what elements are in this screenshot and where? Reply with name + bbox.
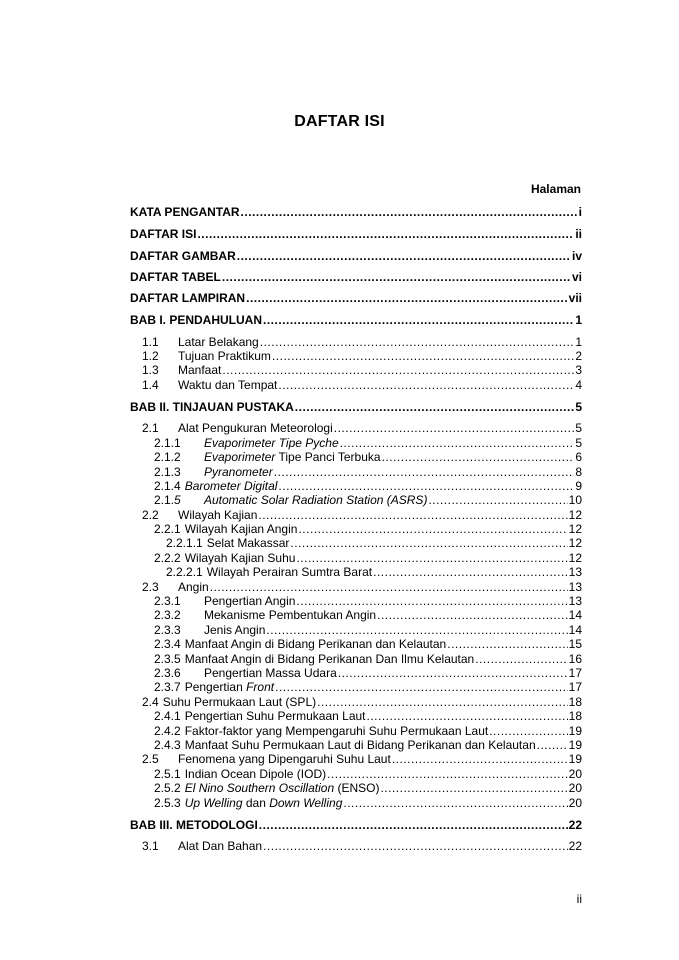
toc-entry-number: 2.4.2 — [154, 724, 181, 738]
toc-entry-title — [154, 680, 274, 694]
toc-entry-title — [154, 436, 339, 450]
toc-entry-number: 2.3.2 — [154, 608, 181, 622]
toc-entry-page: vii — [568, 291, 582, 305]
toc-entry-title — [154, 796, 342, 810]
dot-leader — [343, 796, 567, 810]
toc-entry-title — [142, 335, 259, 349]
toc-chapter-entry[interactable] — [130, 227, 582, 241]
toc-entry-label: Mekanisme Pembentukan Angin — [204, 608, 377, 622]
toc-entry-label: Angin — [178, 580, 209, 594]
toc-entry-title — [154, 493, 427, 507]
toc-entry-title — [142, 695, 316, 709]
toc-entry-title — [130, 249, 236, 263]
toc-entry-label: KATA PENGANTAR — [130, 205, 240, 219]
toc-entry[interactable] — [130, 637, 582, 651]
toc-entry-page: 12 — [568, 536, 582, 550]
toc-entry-title — [154, 709, 366, 723]
toc-entry[interactable] — [130, 335, 582, 349]
toc-entry-number: 3.1 — [142, 839, 159, 853]
toc-entry-number: 2.3.6 — [154, 666, 181, 680]
dot-leader — [260, 335, 575, 349]
dot-leader — [382, 450, 575, 464]
toc-entry-number: 1.1 — [142, 335, 159, 349]
toc-entry-title — [142, 378, 277, 392]
toc-entry[interactable] — [130, 493, 582, 507]
toc-entry-title — [130, 400, 294, 414]
toc-entry-label: BAB III. METODOLOGI — [130, 818, 258, 832]
toc-entry-page: 4 — [575, 378, 582, 392]
toc-chapter-entry[interactable] — [130, 249, 582, 263]
toc-entry-title — [154, 652, 474, 666]
toc-entry-label: Tujuan Praktikum — [178, 349, 271, 363]
toc-entry-title — [154, 767, 326, 781]
toc-entry-title — [154, 594, 295, 608]
toc-entry-page: 16 — [568, 652, 582, 666]
toc-entry-page: 12 — [568, 508, 582, 522]
dot-leader — [259, 818, 568, 832]
toc-entry-title — [166, 565, 372, 579]
dot-leader — [537, 738, 568, 752]
page-number: ii — [576, 892, 582, 906]
toc-entry-page: 9 — [575, 479, 582, 493]
toc-entry-title — [154, 637, 446, 651]
dot-leader — [278, 479, 574, 493]
toc-entry-label: Indian Ocean Dipole (IOD) — [184, 767, 327, 781]
toc-entry-label: Wilayah Kajian — [178, 508, 258, 522]
page-title: DAFTAR ISI — [294, 113, 385, 130]
toc-entry-number: 2.5.1 — [154, 767, 181, 781]
toc-entry-title — [154, 666, 337, 680]
toc-entry-page: 13 — [568, 580, 582, 594]
dot-leader — [263, 313, 574, 327]
toc-entry-label: Pengertian Suhu Permukaan Laut — [184, 709, 366, 723]
dot-leader — [296, 551, 567, 565]
toc-entry-label: Manfaat — [178, 363, 222, 377]
toc-entry-title — [142, 580, 209, 594]
dot-leader — [377, 608, 568, 622]
dot-leader — [272, 349, 574, 363]
toc-entry-number: 2.3.7 — [154, 680, 181, 694]
toc-entry-page: 19 — [568, 738, 582, 752]
toc-entry-label: DAFTAR TABEL — [130, 270, 221, 284]
toc-entry-page: 19 — [568, 724, 582, 738]
toc-entry-label: DAFTAR LAMPIRAN — [130, 291, 246, 305]
dot-leader — [278, 378, 574, 392]
toc-entry-number: 2.1.2 — [154, 450, 181, 464]
column-header-halaman: Halaman — [530, 182, 581, 196]
toc-entry-label: Pengertian Angin — [204, 594, 296, 608]
toc-entry[interactable] — [130, 709, 582, 723]
toc-entry-label: Up Welling dan Down Welling — [184, 796, 343, 810]
toc-entry-title — [142, 839, 262, 853]
dot-leader — [274, 465, 575, 479]
toc-entry-label: DAFTAR GAMBAR — [130, 249, 236, 263]
toc-entry-title — [154, 465, 273, 479]
dot-leader — [258, 508, 567, 522]
toc-entry-label: Pyranometer — [204, 465, 273, 479]
toc-entry[interactable] — [130, 421, 582, 435]
toc-entry[interactable] — [130, 752, 582, 766]
dot-leader — [447, 637, 567, 651]
toc-entry-page: vi — [571, 270, 582, 284]
toc-entry-page: ii — [575, 227, 582, 241]
toc-entry-title — [154, 551, 295, 565]
toc-entry-number: 2.1 — [142, 421, 159, 435]
toc-entry-label: Manfaat Angin di Bidang Perikanan Dan Ilmu Kelautan — [184, 652, 475, 666]
toc-entry[interactable] — [130, 695, 582, 709]
dot-leader — [197, 227, 574, 241]
toc-entry[interactable] — [130, 508, 582, 522]
toc-entry-label: BAB I. PENDAHULUAN — [130, 313, 262, 327]
dot-leader — [380, 781, 567, 795]
toc-entry-number: 2.3.1 — [154, 594, 181, 608]
dot-leader — [475, 652, 567, 666]
toc-entry-label: Pengertian Front — [184, 680, 275, 694]
toc-entry-number: 2.1.3 — [154, 465, 181, 479]
toc-entry-title — [154, 724, 488, 738]
toc-entry-label: Barometer Digital — [184, 479, 278, 493]
dot-leader — [263, 839, 568, 853]
dot-leader — [428, 493, 567, 507]
toc-entry-page: 17 — [568, 666, 582, 680]
dot-leader — [338, 666, 568, 680]
toc-entry-number: 1.3 — [142, 363, 159, 377]
toc-entry-title — [130, 313, 262, 327]
toc-entry-page: 5 — [575, 421, 582, 435]
dot-leader — [222, 270, 571, 284]
toc-entry-title — [154, 479, 277, 493]
dot-leader — [296, 594, 567, 608]
toc-entry-label: Automatic Solar Radiation Station (ASRS) — [204, 493, 428, 507]
toc-chapter-entry[interactable] — [130, 291, 582, 305]
toc-entry[interactable] — [130, 666, 582, 680]
toc-chapter-entry[interactable] — [130, 270, 582, 284]
toc-entry-page: 12 — [568, 522, 582, 536]
toc-chapter-entry[interactable] — [130, 400, 582, 414]
toc-entry[interactable] — [130, 551, 582, 565]
toc-entry-page: 6 — [575, 450, 582, 464]
toc-entry-label: Fenomena yang Dipengaruhi Suhu Laut — [178, 752, 391, 766]
toc-entry-number: 2.2.1.1 — [166, 536, 203, 550]
toc-entry-title — [154, 781, 379, 795]
dot-leader — [222, 363, 574, 377]
toc-entry-number: 1.2 — [142, 349, 159, 363]
toc-entry[interactable] — [130, 436, 582, 450]
toc-entry[interactable] — [130, 796, 582, 810]
toc-entry-label: Wilayah Kajian Angin — [184, 522, 298, 536]
toc-entry-number: 1.4 — [142, 378, 159, 392]
dot-leader — [275, 680, 568, 694]
toc-entry-label: Wilayah Perairan Sumtra Barat — [206, 565, 373, 579]
toc-entry[interactable] — [130, 652, 582, 666]
dot-leader — [373, 565, 568, 579]
toc-entry-title — [130, 818, 258, 832]
toc-entry-number: 2.3 — [142, 580, 159, 594]
toc-entry-page: 1 — [575, 313, 582, 327]
toc-entry-number: 2.2 — [142, 508, 159, 522]
toc-entry[interactable] — [130, 536, 582, 550]
toc-entry[interactable] — [130, 363, 582, 377]
toc-entry-number: 2.4.3 — [154, 738, 181, 752]
toc-entry-label: Waktu dan Tempat — [178, 378, 278, 392]
dot-leader — [340, 436, 575, 450]
toc-entry-page: 14 — [568, 608, 582, 622]
toc-entry-page: 14 — [568, 623, 582, 637]
toc-entry-label: Faktor-faktor yang Mempengaruhi Suhu Permukaan Laut — [184, 724, 489, 738]
dot-leader — [392, 752, 568, 766]
toc-entry[interactable] — [130, 680, 582, 694]
toc-entry-number: 2.3.4 — [154, 637, 181, 651]
toc-entry-label: Alat Dan Bahan — [178, 839, 263, 853]
toc-entry-page: 20 — [568, 796, 582, 810]
toc-entry-page: 22 — [568, 818, 582, 832]
toc-entry[interactable] — [130, 608, 582, 622]
toc-entry-label: Pengertian Massa Udara — [204, 666, 337, 680]
dot-leader — [241, 205, 578, 219]
toc-entry[interactable] — [130, 349, 582, 363]
toc-entry-label: Alat Pengukuran Meteorologi — [178, 421, 333, 435]
toc-entry[interactable] — [130, 781, 582, 795]
toc-entry-number: 2.5.2 — [154, 781, 181, 795]
toc-entry-number: 2.3.3 — [154, 623, 181, 637]
toc-entry-page: 19 — [568, 752, 582, 766]
toc-chapter-entry[interactable] — [130, 818, 582, 832]
toc-entry[interactable] — [130, 450, 582, 464]
toc-entry-number: 2.4 — [142, 695, 159, 709]
dot-leader — [237, 249, 571, 263]
toc-entry-label: Manfaat Angin di Bidang Perikanan dan Kelautan — [184, 637, 447, 651]
toc-entry-number: 2.3.5 — [154, 652, 181, 666]
toc-chapter-entry[interactable] — [130, 313, 582, 327]
toc-entry-number: 2.2.2.1 — [166, 565, 203, 579]
toc-entry-title — [154, 522, 297, 536]
toc-entry-number: 2.1.5 — [154, 493, 181, 507]
toc-entry-title — [130, 270, 221, 284]
toc-entry-number: 2.4.1 — [154, 709, 181, 723]
dot-leader — [489, 724, 567, 738]
toc-entry-number: 2.1.1 — [154, 436, 181, 450]
toc-entry-page: i — [578, 205, 582, 219]
toc-entry-title — [142, 349, 271, 363]
toc-entry-page: 15 — [568, 637, 582, 651]
toc-entry-label: El Nino Southern Oscillation (ENSO) — [184, 781, 380, 795]
dot-leader — [298, 522, 567, 536]
toc-entry[interactable] — [130, 580, 582, 594]
dot-leader — [290, 536, 567, 550]
toc-entry-title — [154, 623, 265, 637]
toc-entry-page: 18 — [568, 695, 582, 709]
toc-entry-page: 17 — [568, 680, 582, 694]
toc-entry-page: 5 — [575, 400, 582, 414]
toc-entry[interactable] — [130, 594, 582, 608]
toc-entry[interactable] — [130, 465, 582, 479]
toc-entry-label: Evaporimeter Tipe Pyche — [204, 436, 339, 450]
toc-entry-label: Jenis Angin — [204, 623, 266, 637]
toc-entry-label: BAB II. TINJAUAN PUSTAKA — [130, 400, 294, 414]
toc-entry-page: 1 — [575, 335, 582, 349]
toc-entry[interactable] — [130, 565, 582, 579]
toc-entry-number: 2.5 — [142, 752, 159, 766]
dot-leader — [266, 623, 567, 637]
toc-entry-label: DAFTAR ISI — [130, 227, 197, 241]
toc-entry-page: 2 — [575, 349, 582, 363]
dot-leader — [246, 291, 568, 305]
toc-entry-number: 2.2.2 — [154, 551, 181, 565]
toc-entry-title — [130, 227, 196, 241]
toc-entry-title — [142, 421, 333, 435]
toc-entry[interactable] — [130, 623, 582, 637]
toc-entry-page: iv — [571, 249, 582, 263]
dot-leader — [327, 767, 568, 781]
toc-entry-page: 13 — [568, 594, 582, 608]
toc-chapter-entry[interactable] — [130, 205, 582, 219]
toc-entry[interactable] — [130, 839, 582, 853]
toc-entry-page: 5 — [575, 436, 582, 450]
toc-entry[interactable] — [130, 738, 582, 752]
toc-entry-title — [142, 363, 221, 377]
toc-entry-label: Latar Belakang — [178, 335, 259, 349]
dot-leader — [367, 709, 568, 723]
toc-entry-number: 2.2.1 — [154, 522, 181, 536]
toc-entry-page: 20 — [568, 781, 582, 795]
toc-entry[interactable] — [130, 767, 582, 781]
toc-entry-title — [166, 536, 289, 550]
toc-entry-page: 3 — [575, 363, 582, 377]
toc-entry-title — [130, 291, 245, 305]
toc-entry-title — [154, 450, 381, 464]
toc-entry-title — [142, 752, 391, 766]
toc-entry-label: Evaporimeter Tipe Panci Terbuka — [204, 450, 381, 464]
toc-entry-title — [142, 508, 257, 522]
toc-entry-page: 8 — [575, 465, 582, 479]
toc-entry[interactable] — [130, 378, 582, 392]
dot-leader — [295, 400, 575, 414]
toc-entry-label: Suhu Permukaan Laut (SPL) — [162, 695, 317, 709]
toc-entry-page: 12 — [568, 551, 582, 565]
toc-entry[interactable] — [130, 522, 582, 536]
toc-entry-number: 2.5.3 — [154, 796, 181, 810]
toc-entry-page: 22 — [568, 839, 582, 853]
toc-entry-number: 2.1.4 — [154, 479, 181, 493]
toc-entry-label: Manfaat Suhu Permukaan Laut di Bidang Perikanan dan Kelautan — [184, 738, 536, 752]
toc-entry-page: 20 — [568, 767, 582, 781]
toc-entry-title — [130, 205, 240, 219]
toc-entry-page: 10 — [568, 493, 582, 507]
dot-leader — [210, 580, 568, 594]
toc-entry-label: Wilayah Kajian Suhu — [184, 551, 296, 565]
toc-entry-label: Selat Makassar — [206, 536, 290, 550]
toc-entry-title — [154, 738, 536, 752]
toc-entry-page: 18 — [568, 709, 582, 723]
toc-entry-page: 13 — [568, 565, 582, 579]
dot-leader — [334, 421, 575, 435]
toc-entry-title — [154, 608, 376, 622]
toc-entry[interactable] — [130, 724, 582, 738]
toc-entry[interactable] — [130, 479, 582, 493]
dot-leader — [317, 695, 568, 709]
